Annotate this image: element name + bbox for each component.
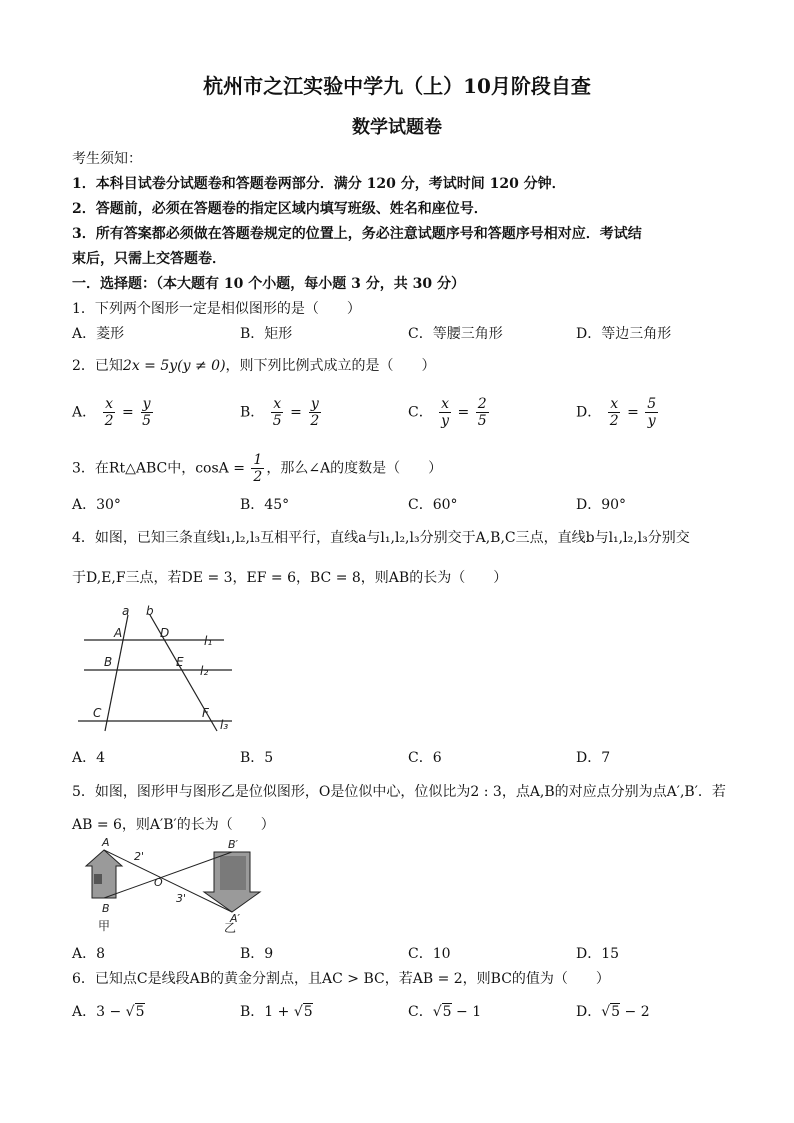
q1-option-a: A．菱形 bbox=[72, 326, 125, 342]
q6-d-suffix: − 2 bbox=[620, 1004, 650, 1020]
q6-c-radicand: 5 bbox=[442, 1004, 452, 1020]
q2-option-c-label: C． bbox=[408, 404, 433, 421]
page-title: 杭州市之江实验中学九（上）10月阶段自查 bbox=[203, 74, 591, 98]
q6-d-prefix: D． bbox=[576, 1004, 602, 1020]
q3-option-a: A．30° bbox=[72, 497, 121, 513]
q4-option-c: C．6 bbox=[408, 750, 442, 766]
q6-stem: 6．已知点C是线段AB的黄金分割点，且AC > BC，若AB = 2，则BC的值为（ ） bbox=[72, 971, 610, 987]
q5-figure bbox=[80, 836, 270, 936]
label-ratio-3: 3' bbox=[176, 892, 187, 905]
q1-option-b: B．矩形 bbox=[240, 326, 293, 342]
label-Bprime: B′ bbox=[228, 838, 239, 851]
q2-c-right-fraction: $\frac{2}{5}$ bbox=[477, 396, 487, 429]
q2-option-d bbox=[576, 396, 660, 429]
q6-b-prefix: B．1 + bbox=[240, 1004, 294, 1020]
q2-d-equals: = bbox=[627, 404, 639, 421]
label-b: b bbox=[146, 605, 154, 618]
q6-option-d: D．√5 − 2 bbox=[576, 1004, 650, 1020]
label-A: A bbox=[102, 836, 110, 849]
q4-option-d: D．7 bbox=[576, 750, 611, 766]
notice-item-3-cont: 束后，只需上交答题卷． bbox=[72, 251, 226, 267]
label-yi: 乙 bbox=[224, 921, 237, 935]
q2-option-b bbox=[240, 396, 323, 429]
q5-option-c: C．10 bbox=[408, 946, 451, 962]
q2-b-left-fraction: $\frac{x}{5}$ bbox=[272, 396, 282, 429]
q3-fraction: $\frac{1}{2}$ bbox=[253, 452, 263, 485]
q2-a-left-fraction: $\frac{x}{2}$ bbox=[104, 396, 114, 429]
q4-stem-line2: 于D,E,F三点，若DE = 3，EF = 6，BC = 8，则AB的长为（ ） bbox=[72, 570, 508, 586]
q2-stem-end: ，则下列比例式成立的是（ ） bbox=[225, 358, 436, 374]
label-jia: 甲 bbox=[98, 919, 111, 933]
q2-option-d-label: D． bbox=[576, 404, 602, 421]
q4-figure bbox=[72, 605, 252, 740]
q2-option-a-label: A． bbox=[72, 404, 97, 421]
q6-option-a: A．3 − √5 bbox=[72, 1004, 145, 1020]
label-l3: l₃ bbox=[220, 718, 229, 732]
label-Aprime: A′ bbox=[230, 912, 241, 925]
label-F: F bbox=[202, 706, 209, 720]
q6-a-radicand: 5 bbox=[135, 1004, 145, 1020]
q3-stem-start: 3．在Rt△ABC中，cosA = bbox=[72, 460, 245, 477]
q5-stem-line1: 5．如图，图形甲与图形乙是位似图形，O是位似中心，位似比为2 : 3，点A,B的对应点分别为点A′,B′．若 bbox=[72, 784, 726, 800]
q6-b-radicand: 5 bbox=[303, 1004, 313, 1020]
q2-option-c bbox=[408, 396, 491, 429]
q3-option-c: C．60° bbox=[408, 497, 458, 513]
q1-option-c: C．等腰三角形 bbox=[408, 326, 503, 342]
notice-item-3: 3．所有答案都必须做在答题卷规定的位置上，务必注意试题序号和答题序号相对应．考试结 bbox=[72, 226, 642, 242]
q2-stem-start: 2．已知 bbox=[72, 358, 123, 374]
q4-option-b: B．5 bbox=[240, 750, 274, 766]
q2-c-equals: = bbox=[457, 404, 470, 421]
label-D: D bbox=[160, 626, 170, 640]
label-ratio-2: 2' bbox=[134, 850, 145, 863]
notice-item-2: 2．答题前，必须在答题卷的指定区域内填写班级、姓名和座位号． bbox=[72, 201, 488, 217]
q3-option-d: D．90° bbox=[576, 497, 627, 513]
q5-stem-line2: AB = 6，则A′B′的长为（ ） bbox=[72, 817, 275, 833]
q2-a-right-fraction: $\frac{y}{5}$ bbox=[142, 396, 152, 429]
q2-stem bbox=[72, 355, 436, 375]
label-A: A bbox=[114, 626, 123, 640]
label-C: C bbox=[93, 706, 102, 720]
q6-a-prefix: A．3 − bbox=[72, 1004, 126, 1020]
q6-option-c: C．√5 − 1 bbox=[408, 1004, 482, 1020]
q2-b-right-fraction: $\frac{y}{2}$ bbox=[310, 396, 320, 429]
q6-option-b: B．1 + √5 bbox=[240, 1004, 313, 1020]
q4-stem-line1: 4．如图，已知三条直线l₁,l₂,l₃互相平行，直线a与l₁,l₂,l₃分别交于A,B,C三点，直线b与l₁,l₂,l₃分别交 bbox=[72, 530, 690, 546]
q2-c-left-fraction: $\frac{x}{y}$ bbox=[441, 396, 450, 429]
q5-option-a: A．8 bbox=[72, 946, 106, 962]
q6-c-suffix: − 1 bbox=[451, 1004, 482, 1020]
q5-option-b: B．9 bbox=[240, 946, 274, 962]
label-O: O bbox=[154, 876, 163, 889]
q2-b-equals: = bbox=[290, 404, 302, 421]
figure-jia-shape bbox=[86, 850, 122, 898]
q4-option-a: A．4 bbox=[72, 750, 106, 766]
section-heading: 一．选择题：（本大题有 10 个小题，每小题 3 分，共 30 分） bbox=[72, 276, 465, 292]
q6-c-prefix: C． bbox=[408, 1004, 433, 1020]
label-E: E bbox=[176, 655, 184, 669]
q6-d-radicand: 5 bbox=[611, 1004, 621, 1020]
label-l1: l₁ bbox=[204, 634, 213, 648]
q3-stem bbox=[72, 452, 442, 485]
q3-option-b: B．45° bbox=[240, 497, 290, 513]
label-B: B bbox=[102, 902, 110, 915]
q2-d-left-fraction: $\frac{x}{2}$ bbox=[609, 396, 619, 429]
label-l2: l₂ bbox=[200, 664, 209, 678]
q5-option-d: D．15 bbox=[576, 946, 620, 962]
q2-option-a bbox=[72, 396, 155, 429]
q2-d-right-fraction: $\frac{5}{y}$ bbox=[647, 396, 657, 429]
q1-option-d: D．等边三角形 bbox=[576, 326, 672, 342]
notice-heading: 考生须知： bbox=[72, 151, 142, 167]
notice-item-1: 1．本科目试卷分试题卷和答题卷两部分．满分 120 分，考试时间 120 分钟． bbox=[72, 176, 566, 192]
q1-stem: 1．下列两个图形一定是相似图形的是（ ） bbox=[72, 301, 361, 317]
label-B: B bbox=[104, 655, 113, 669]
q3-stem-end: ，那么∠A的度数是（ ） bbox=[266, 460, 443, 477]
label-a: a bbox=[122, 605, 130, 618]
q2-a-equals: = bbox=[121, 404, 134, 421]
page-subtitle: 数学试题卷 bbox=[352, 117, 442, 138]
q2-option-b-label: B． bbox=[240, 404, 265, 421]
q2-equation: 2x = 5y(y ≠ 0) bbox=[122, 358, 226, 374]
